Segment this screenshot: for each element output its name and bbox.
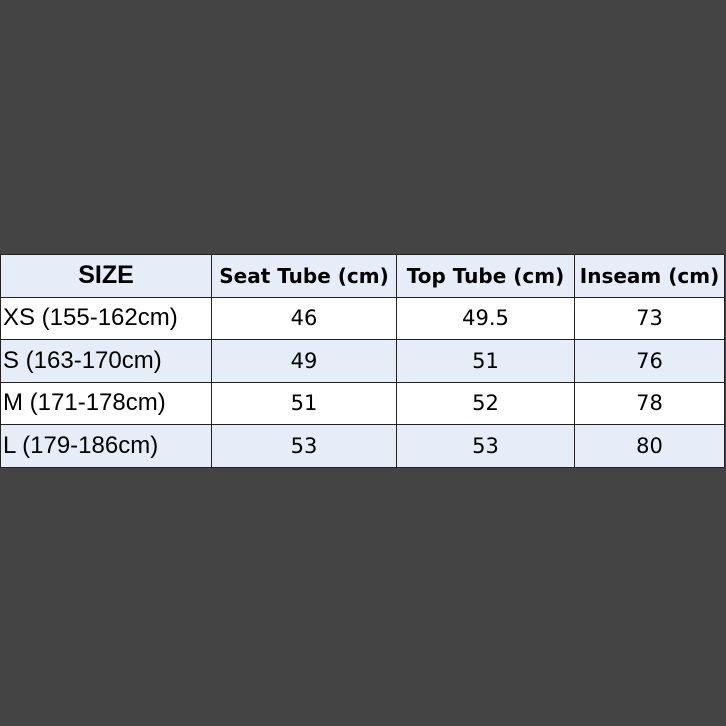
size-chart-table [0, 254, 725, 468]
header-top-tube: Top Tube (cm) [397, 255, 575, 298]
size-cell: S (163-170cm) [1, 340, 212, 383]
size-cell: M (171-178cm) [1, 382, 212, 425]
table-body [1, 297, 725, 467]
top-tube-cell: 51 [397, 340, 575, 383]
size-cell: L (179-186cm) [1, 425, 212, 468]
inseam-cell: 78 [575, 382, 725, 425]
table-header [1, 255, 725, 298]
top-tube-cell: 53 [397, 425, 575, 468]
inseam-cell: 76 [575, 340, 725, 383]
table-row [1, 340, 725, 383]
inseam-cell: 73 [575, 297, 725, 340]
table-row [1, 425, 725, 468]
header-seat-tube: Seat Tube (cm) [212, 255, 397, 298]
table-row [1, 297, 725, 340]
seat-tube-cell: 53 [212, 425, 397, 468]
seat-tube-cell: 49 [212, 340, 397, 383]
top-tube-cell: 49.5 [397, 297, 575, 340]
table-row [1, 382, 725, 425]
inseam-cell: 80 [575, 425, 725, 468]
header-row [1, 255, 725, 298]
seat-tube-cell: 46 [212, 297, 397, 340]
seat-tube-cell: 51 [212, 382, 397, 425]
top-tube-cell: 52 [397, 382, 575, 425]
size-cell: XS (155-162cm) [1, 297, 212, 340]
header-inseam: Inseam (cm) [575, 255, 725, 298]
header-size: SIZE [1, 255, 212, 298]
